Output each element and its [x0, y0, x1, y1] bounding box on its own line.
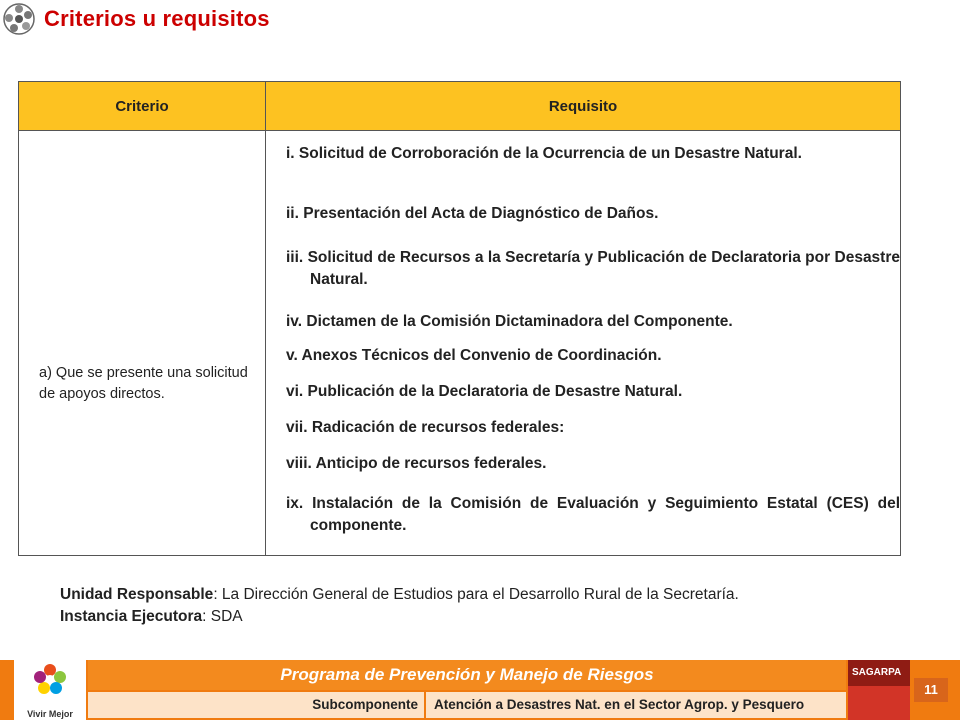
requirement-item: ii. Presentación del Acta de Diagnóstico de Daños. [286, 205, 659, 222]
requirement-item: vii. Radicación de recursos federales: [286, 419, 565, 436]
sagarpa-logo [848, 660, 910, 720]
column-header-criterio: Criterio [19, 82, 266, 131]
criterion-text: a) Que se presente una solicitud de apoyos directos. [39, 365, 248, 402]
notes [60, 584, 739, 628]
column-header-requisito: Requisito [266, 82, 901, 131]
responsible-unit: Unidad Responsable: La Dirección General de Estudios para el Desarrollo Rural de la Secretaría. [60, 586, 739, 603]
circle-mosaic-icon [2, 2, 36, 36]
requirement-item: iii. Solicitud de Recursos a la Secretaría y Publicación de Declaratoria por Desastre Natural. [286, 249, 900, 288]
program-title: Programa de Prevención y Manejo de Riesgos [88, 660, 846, 690]
page-number: 11 [914, 678, 948, 702]
vivir-mejor-logo [14, 660, 86, 720]
vivir-mejor-text: Vivir Mejor [27, 709, 73, 719]
page-title: Criterios u requisitos [44, 6, 270, 31]
sagarpa-text: SAGARPA [848, 660, 910, 686]
table-row [19, 131, 901, 556]
requirement-item: ix. Instalación de la Comisión de Evaluación y Seguimiento Estatal (CES) del componente. [286, 495, 900, 534]
executing-instance: Instancia Ejecutora: SDA [60, 608, 243, 625]
criterion-cell [19, 131, 266, 556]
requirement-item: viii. Anticipo de recursos federales. [286, 455, 547, 472]
sagarpa-emblem [848, 686, 910, 720]
requirements-cell [266, 131, 901, 556]
subcomponent-label: Subcomponente [88, 692, 424, 718]
criteria-table [18, 81, 901, 556]
requirement-item: vi. Publicación de la Declaratoria de Desastre Natural. [286, 383, 683, 400]
requirement-item: iv. Dictamen de la Comisión Dictaminadora del Componente. [286, 313, 733, 330]
requirement-item: i. Solicitud de Corroboración de la Ocurrencia de un Desastre Natural. [286, 145, 802, 162]
subcomponent-value: Atención a Desastres Nat. en el Sector Agrop. y Pesquero [426, 692, 846, 718]
flower-icon [14, 660, 86, 704]
requirement-item: v. Anexos Técnicos del Convenio de Coordinación. [286, 347, 662, 364]
